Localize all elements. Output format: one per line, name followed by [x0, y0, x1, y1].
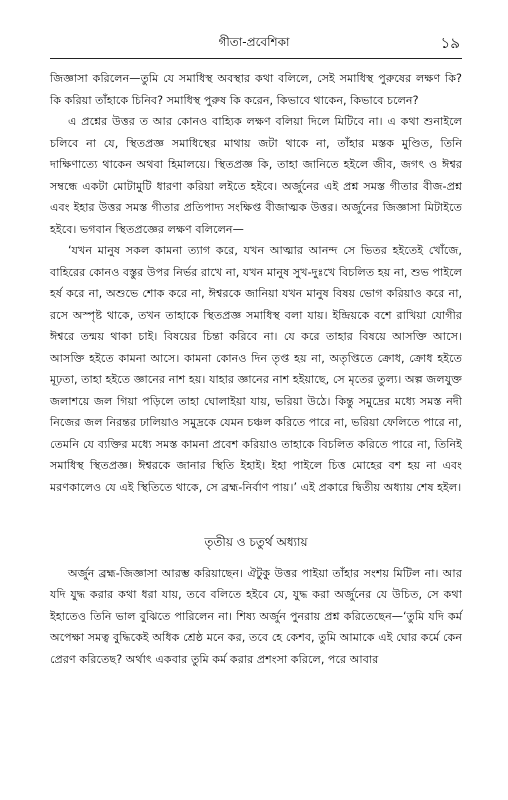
header-rule — [50, 58, 462, 59]
paragraph-answer: এ প্রশ্নের উত্তর ত আর কোনও বাহ্যিক লক্ষণ বলিয়া দিলে মিটিবে না। এ কথা শুনাইলে চলিবে না যে, স্থিতপ্রজ্ঞ সমাধিস্থের মাথায় জটা থাকে না, তাঁহার মস্তক মুণ্ডিত, তিনি দাক্ষিণাত্যে থাকেন অথবা হিমালয়ে। স্থিতপ্রজ্ঞ কি, তাহা জানিতে হইলে জীব, জগৎ ও ঈশ্বর সম্বন্ধে একটা মোটামুটি ধারণা করিয়া লইতে হইবে। অর্জুনের এই প্রশ্ন সমস্ত গীতার বীজ-প্রশ্ন এবং ইহার উত্তর সমস্ত গীতার প্রতিপাদ্য সংক্ষিপ্ত বীজাত্মক উত্তর। অর্জুনের জিজ্ঞাসা মিটাইতে হইবে। ভগবান স্থিতপ্রজ্ঞের লক্ষণ বলিলেন— — [50, 115, 462, 236]
page-header — [0, 0, 508, 60]
running-title: গীতা-প্রবেশিকা — [218, 35, 290, 49]
page-number: ১৯ — [440, 34, 460, 52]
paragraph-continuation: জিজ্ঞাসা করিলেন—তুমি যে সমাধিস্থ অবস্থার কথা বলিলে, সেই সমাধিস্থ পুরুষের লক্ষণ কি? কি করিয়া তাঁহাকে চিনিব? সমাধিস্থ পুরুষ কি করেন, কিভাবে থাকেন, কিভাবে চলেন? — [50, 72, 462, 107]
paragraph-chapter-intro: অর্জুন ব্রহ্ম-জিজ্ঞাসা আরম্ভ করিয়াছেন। ঐটুকু উত্তর পাইয়া তাঁহার সংশয় মিটিল না। আর যদি যুদ্ধ করার কথা ধরা যায়, তবে বলিতে হইবে যে, যুদ্ধ করা অর্জুনের যে উচিত, সে কথা ইহাতেও তিনি ভাল বুঝিতে পারিলেন না। শিষ্য অর্জুন পুনরায় প্রশ্ন করিতেছেন—‘তুমি যদি কর্ম অপেক্ষা সমত্ব বুদ্ধিকেই অধিক শ্রেষ্ঠ মনে কর, তবে হে কেশব, তুমি আমাকে এই ঘোর কর্মে কেন প্রেরণ করিতেছ? অর্থাৎ একবার তুমি কর্ম করার প্রশংসা করিলে, পরে আবার — [50, 566, 462, 666]
page-body — [50, 68, 462, 670]
chapter-heading: তৃতীয় ও চতুর্থ অধ্যায় — [204, 535, 308, 549]
paragraph-quote: ‘যখন মানুষ সকল কামনা ত্যাগ করে, যখন আত্মার আনন্দ সে ভিতর হইতেই খোঁজে, বাহিরের কোনও বস্তুর উপর নির্ভর রাখে না, যখন মানুষ সুখ-দুঃখে বিচলিত হয় না, শুভ পাইলে হর্ষ করে না, অশুভে শোক করে না, ঈশ্বরকে জানিয়া যখন মানুষ বিষয় ভোগ করিয়াও করে না, রসে অস্পৃষ্ট থাকে, তখন তাহাকে স্থিতপ্রজ্ঞ সমাধিস্থ বলা যায়। ইন্দ্রিয়কে বশে রাখিয়া যোগীর ঈশ্বরে তন্ময় থাকা চাই। বিষয়ের চিন্তা করিবে না। যে করে তাহার বিষয়ে আসক্তি আসে। আসক্তি হইতে কামনা আসে। কামনা কোনও দিন তৃপ্ত হয় না, অতৃপ্তিতে ক্রোধ, ক্রোধ হইতে মূঢ়তা, তাহা হইতে জ্ঞানের নাশ হয়। যাহার জ্ঞানের নাশ হইয়াছে, সে মৃতের তুল্য। অল্প জলযুক্ত জলাশয়ে জল গিয়া পড়িলে তাহা ঘোলাইয়া যায়, ভরিয়া উঠে। কিন্তু সমুদ্রের মধ্যে সমস্ত নদী নিজের জল নিরন্তর ঢালিয়াও সমুদ্রকে যেমন চঞ্চল করিতে পারে না, ভরিয়া ফেলিতে পারে না, তেমনি যে ব্যক্তির মধ্যে সমস্ত কামনা প্রবেশ করিয়াও তাহাকে বিচলিত করিতে পারে না, তিনিই সমাধিস্থ স্থিতপ্রজ্ঞ। ঈশ্বরকে জানার স্থিতি ইহাই। ইহা পাইলে চিত্ত মোহের বশ হয় না এবং মরণকালেও যে এই স্থিতিতে থাকে, সে ব্রহ্ম-নির্বাণ পায়।’ এই প্রকারে দ্বিতীয় অধ্যায় শেষ হইল। — [50, 244, 462, 494]
